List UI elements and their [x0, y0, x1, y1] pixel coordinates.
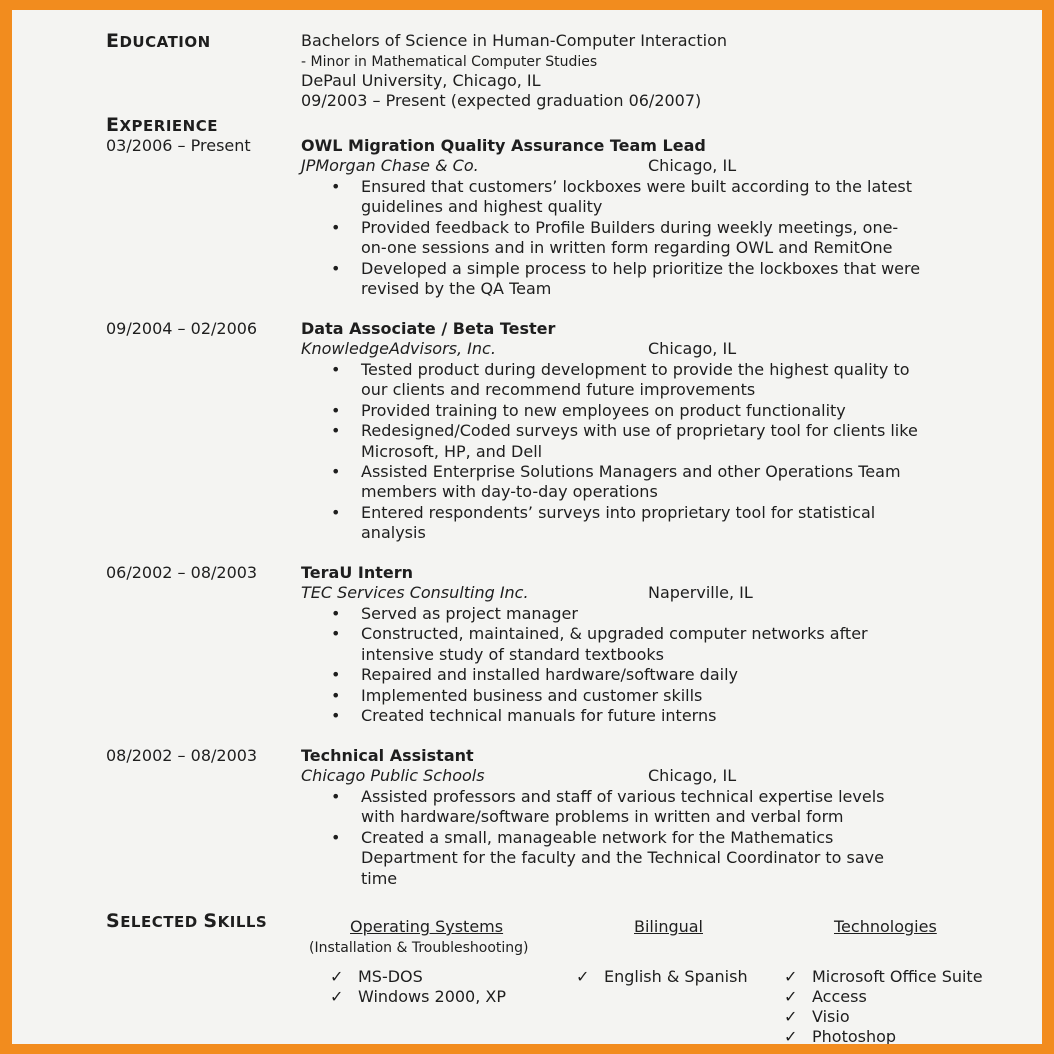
job-company: JPMorgan Chase & Co.	[301, 156, 479, 175]
bullet-line: Developed a simple process to help prioritize the lockboxes that were	[361, 258, 921, 278]
bullet-line: Provided feedback to Profile Builders during weekly meetings, one-	[361, 217, 899, 237]
bullet-line: intensive study of standard textbooks	[361, 644, 664, 664]
experience-heading: EXPERIENCE	[106, 114, 218, 136]
skill-column-heading-bilingual: Bilingual	[634, 917, 703, 936]
skill-column-heading-technologies: Technologies	[834, 917, 937, 936]
bullet-line: revised by the QA Team	[361, 279, 552, 299]
bullet-line: Created a small, manageable network for the Mathematics	[361, 827, 834, 847]
job-title: Technical Assistant	[301, 746, 474, 765]
education-heading: EDUCATION	[106, 30, 211, 52]
education-school: DePaul University, Chicago, IL	[301, 71, 541, 90]
education-degree: Bachelors of Science in Human-Computer Interaction	[301, 31, 727, 50]
bullet-item	[301, 787, 961, 828]
job-company: TEC Services Consulting Inc.	[301, 583, 529, 602]
bullet-item	[301, 503, 961, 544]
bullet-icon: •	[331, 502, 341, 522]
bullet-icon: •	[331, 462, 341, 482]
bullet-line: Implemented business and customer skills	[361, 685, 703, 705]
bullet-icon: •	[331, 706, 341, 726]
job-dates: 08/2002 – 08/2003	[106, 746, 258, 765]
job-title: OWL Migration Quality Assurance Team Lead	[301, 136, 706, 155]
bullet-icon: •	[331, 685, 341, 705]
job-title: Data Associate / Beta Tester	[301, 319, 556, 338]
bullet-line: Assisted professors and staff of various technical expertise levels	[361, 787, 885, 806]
job-location: Chicago, IL	[648, 766, 737, 785]
job-location: Naperville, IL	[648, 583, 753, 602]
resume-page	[12, 10, 1042, 1044]
job-dates: 03/2006 – Present	[106, 136, 251, 155]
bullet-item	[301, 259, 961, 300]
bullet-line: our clients and recommend future improvements	[361, 380, 756, 400]
bullet-icon: •	[331, 787, 341, 806]
bullet-icon: •	[331, 665, 341, 685]
bullet-line: Provided training to new employees on product functionality	[361, 400, 846, 420]
check-icon: ✓	[784, 967, 798, 986]
bullet-item	[301, 828, 961, 889]
bullet-icon: •	[331, 217, 341, 237]
education-minor: - Minor in Mathematical Computer Studies	[301, 54, 598, 70]
job-bullets	[301, 360, 961, 544]
bullet-line: Entered respondents’ surveys into proprietary tool for statistical	[361, 502, 876, 522]
bullet-line: Microsoft, HP, and Dell	[361, 441, 543, 461]
education-dates: 09/2003 – Present (expected graduation 06/2007)	[301, 91, 702, 110]
bullet-item	[301, 360, 961, 401]
bullet-line: on-one sessions and in written form regarding OWL and RemitOne	[361, 238, 893, 258]
job-location: Chicago, IL	[648, 156, 737, 175]
bullet-item	[301, 462, 961, 503]
skill-column-subheading: (Installation & Troubleshooting)	[309, 940, 529, 956]
job-location: Chicago, IL	[648, 339, 737, 358]
check-icon: ✓	[784, 987, 798, 1006]
bullet-item	[301, 401, 961, 421]
skill-item: ✓ Visio	[784, 1007, 850, 1026]
bullet-line: members with day-to-day operations	[361, 482, 658, 502]
bullet-item	[301, 177, 961, 218]
bullet-item	[301, 421, 961, 462]
skill-item: ✓ Microsoft Office Suite	[784, 967, 983, 986]
job-dates: 09/2004 – 02/2006	[106, 319, 258, 338]
bullet-line: Constructed, maintained, & upgraded computer networks after	[361, 624, 868, 644]
bullet-line: analysis	[361, 523, 426, 543]
job-company: Chicago Public Schools	[301, 766, 485, 785]
skill-item: ✓ English & Spanish	[576, 967, 748, 986]
skill-item: ✓ MS-DOS	[330, 967, 423, 986]
bullet-icon: •	[331, 258, 341, 278]
bullet-line: Tested product during development to provide the highest quality to	[361, 360, 910, 379]
bullet-line: time	[361, 868, 398, 888]
job-bullets	[301, 604, 961, 726]
bullet-line: Redesigned/Coded surveys with use of proprietary tool for clients like	[361, 421, 918, 441]
bullet-item	[301, 686, 961, 706]
job-company: KnowledgeAdvisors, Inc.	[301, 339, 496, 358]
bullet-icon: •	[331, 177, 341, 196]
check-icon: ✓	[784, 1027, 798, 1044]
skills-heading: SELECTED SKILLS	[106, 910, 268, 932]
bullet-item	[301, 665, 961, 685]
bullet-line: guidelines and highest quality	[361, 197, 603, 217]
skill-item: ✓ Windows 2000, XP	[330, 987, 507, 1006]
check-icon: ✓	[784, 1007, 798, 1026]
bullet-item	[301, 706, 961, 726]
job-dates: 06/2002 – 08/2003	[106, 563, 258, 582]
skill-item: ✓ Access	[784, 987, 867, 1006]
bullet-line: Department for the faculty and the Technical Coordinator to save	[361, 848, 884, 868]
bullet-icon: •	[331, 624, 341, 644]
bullet-icon: •	[331, 421, 341, 441]
bullet-icon: •	[331, 827, 341, 847]
check-icon: ✓	[330, 987, 344, 1006]
skill-item: ✓ Photoshop	[784, 1027, 897, 1044]
job-title: TeraU Intern	[301, 563, 414, 582]
skill-column-heading-operating-systems: Operating Systems	[350, 917, 504, 936]
bullet-item	[301, 604, 961, 624]
check-icon: ✓	[330, 967, 344, 986]
bullet-line: Created technical manuals for future interns	[361, 706, 717, 726]
bullet-icon: •	[331, 604, 341, 623]
job-bullets	[301, 177, 961, 299]
bullet-item	[301, 624, 961, 665]
bullet-icon: •	[331, 400, 341, 420]
bullet-line: Assisted Enterprise Solutions Managers and other Operations Team	[361, 462, 901, 482]
bullet-item	[301, 218, 961, 259]
check-icon: ✓	[576, 967, 590, 986]
bullet-line: Ensured that customers’ lockboxes were built according to the latest	[361, 177, 913, 196]
job-bullets	[301, 787, 961, 889]
bullet-line: Served as project manager	[361, 604, 578, 623]
bullet-icon: •	[331, 360, 341, 379]
bullet-line: with hardware/software problems in written and verbal form	[361, 807, 844, 827]
bullet-line: Repaired and installed hardware/software daily	[361, 665, 738, 685]
